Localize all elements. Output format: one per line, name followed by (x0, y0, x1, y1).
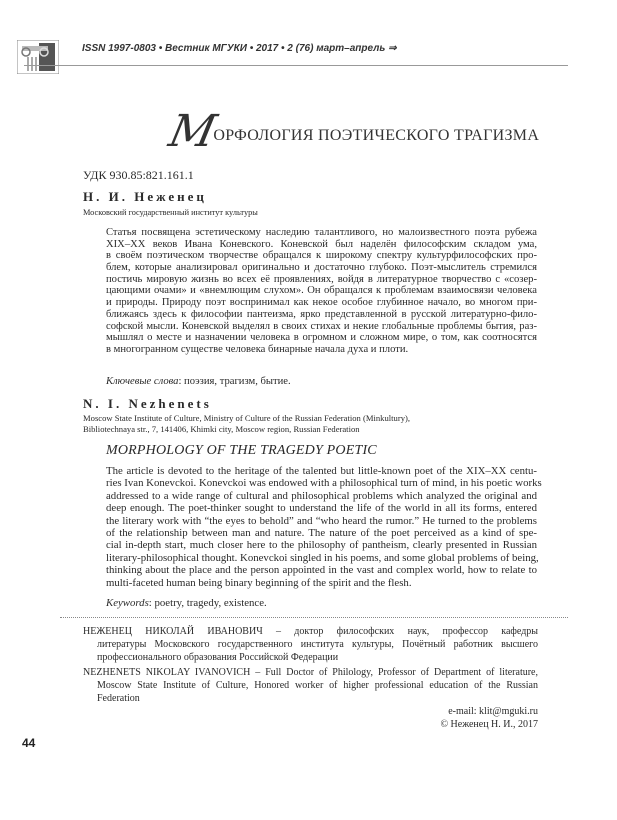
abstract-line: мышлял о месте и назначении человека в огромном и сложном мире, о том, как соотносятся (106, 332, 537, 344)
abstract-line: и природы. Природу поэт воспринимал как некое особое глубинное начало, во многом при- (106, 297, 537, 309)
abstract-line: deep enough. The poet-thinker sought to understand the life of the world in all its forms, entered (106, 502, 537, 515)
journal-logo-icon (17, 40, 59, 74)
page-number: 44 (22, 736, 36, 750)
abstract-line: thinking about the place and the person appointed in the vast and complex world, how to relate to (106, 564, 537, 577)
bio-line: профессионального образования Российской Федерации (97, 652, 339, 663)
bio-line: литературы Московского государственного института культуры, Почётный работник высшего (97, 639, 538, 650)
header-divider (24, 65, 568, 66)
bio-line: NEZHENETS NIKOLAY IVANOVICH – Full Doctor of Philology, Professor of Department of literature, (83, 667, 538, 678)
abstract-en (106, 465, 542, 589)
abstract-line: Статья посвящена эстетическому наследию талантливого, но малоизвестного поэта рубежа (106, 227, 537, 238)
keywords-en (106, 597, 267, 609)
abstract-line: блем, которые анализировал оригинально и достаточно глубоко. Поэт-мыслитель стремился (106, 262, 537, 274)
bio-line: Moscow State Institute of Culture, Honored worker of higher professional education of the Russian (97, 680, 538, 691)
dotted-divider (60, 617, 568, 618)
keywords-label: Ключевые слова (106, 376, 179, 387)
abstract-line: ближаясь здесь к философии пантеизма, ярко представленной в русской литературно-фило- (106, 308, 537, 320)
keywords-value: : poetry, tragedy, existence. (148, 597, 267, 609)
abstract-line: XIX–XX веков Ивана Коневского. Коневской был наделён философским складом ума, (106, 238, 537, 250)
copyright: © Неженец Н. И., 2017 (440, 719, 538, 730)
abstract-line: the literary work with “the eyes to behold” and “who heard the rumor.” He turned to the problems (106, 514, 537, 527)
abstract-line: multi-faceted human being binary beginning of the spirit and the flesh. (106, 576, 412, 589)
udk-code: УДК 930.85:821.161.1 (83, 168, 194, 182)
abstract-ru (106, 227, 537, 356)
abstract-line: The article is devoted to the heritage of the talented but little-known poet of the XIX–XX centu- (106, 465, 537, 477)
abstract-line: addressed to a wide range of cultural and philosophical problems which analyzed the original and (106, 489, 537, 502)
keywords-label: Keywords (106, 597, 149, 609)
affiliation-en-line: Bibliotechnaya str., 7, 141406, Khimki city, Moscow region, Russian Federation (83, 424, 360, 434)
abstract-line: софской мысли. Коневской выделял в своих стихах и некие глобальные проблемы бытия, раз- (106, 320, 537, 332)
affiliation-ru: Московский государственный институт культуры (83, 208, 258, 217)
abstract-line: в своём поэтическом творчестве обращался к широкому спектру культурфилософских про- (106, 250, 537, 262)
running-header: ISSN 1997-0803 • Вестник МГУКИ • 2017 • 2 (76) март–апрель ⇒ (82, 43, 397, 54)
author-email: e-mail: klit@mguki.ru (448, 706, 538, 717)
author-bio-ru (83, 625, 538, 664)
keywords-value: : поэзия, трагизм, бытие. (178, 376, 291, 387)
abstract-line: literary-philosophical thought. Konevckoi singled in his poems, and some global problems of being, (106, 551, 539, 564)
abstract-line: постичь мировую жизнь во всех её проявлениях, войдя в литературное творчество с «созер- (106, 273, 537, 285)
title-rest: ОРФОЛОГИЯ ПОЭТИЧЕСКОГО ТРАГИЗМА (213, 127, 540, 144)
abstract-line: цающими очами» и «внемлющим слухом». Он обращался к проблемам взаимосвязи человека (106, 285, 537, 297)
abstract-line: ries Ivan Konevckoi. Konevckoi was endowed with a philosophical turn of mind, in his poetic works (106, 477, 542, 490)
bio-line: Federation (97, 693, 140, 704)
abstract-line: в многогранном существе человека бинарные начала духа и плоти. (106, 343, 409, 355)
author-ru: Н. И. Неженец (83, 189, 207, 204)
affiliation-en-line: Moscow State Institute of Culture, Ministry of Culture of the Russian Federation (Minkultury), (83, 413, 410, 423)
title-initial: М (164, 106, 221, 157)
title-en: MORPHOLOGY OF THE TRAGEDY POETIC (106, 443, 377, 458)
abstract-line: cial in-depth start, much closer here to the philosophy of pantheism, clearly presented in Russian (106, 539, 537, 552)
bio-line: НЕЖЕНЕЦ НИКОЛАЙ ИВАНОВИЧ – доктор философских наук, профессор кафедры (83, 626, 538, 637)
article-title (164, 106, 540, 157)
author-bio-en (83, 666, 538, 705)
keywords-ru (106, 376, 291, 387)
abstract-line: of the relationship between man and nature. The nature of the poet perceived as a kind of spe- (106, 526, 537, 539)
author-en: N. I. Nezhenets (83, 396, 212, 411)
